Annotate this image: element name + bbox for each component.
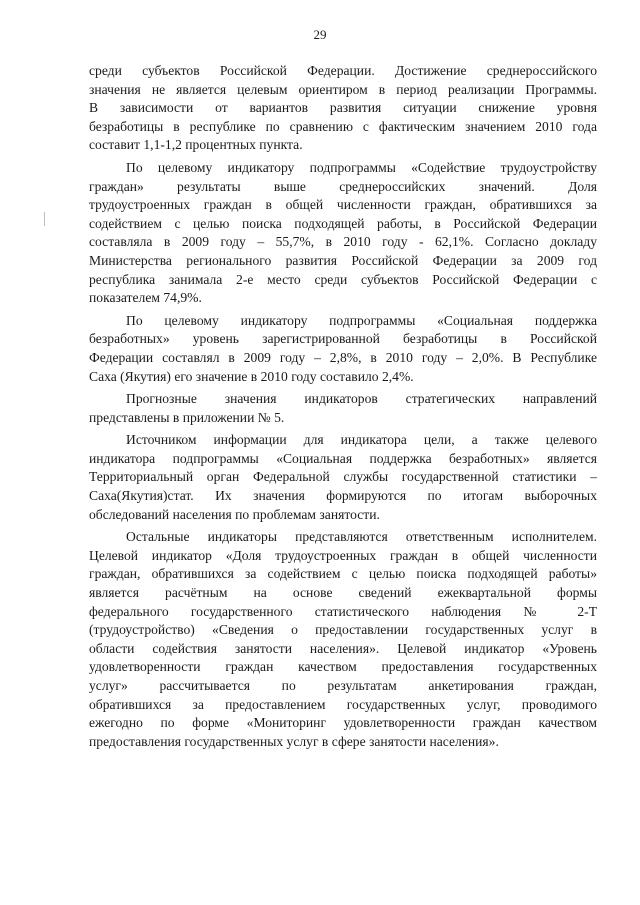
text-line: является расчётным на основе сведений ежеквартальной формы (89, 585, 597, 601)
text-line: Целевой индикатор «Доля трудоустроенных граждан в общей численности (89, 547, 597, 563)
text-line: составит 1,1-1,2 процентных пункта. (89, 137, 303, 153)
text-line: среди субъектов Российской Федерации. Достижение среднероссийского (89, 63, 597, 78)
text-line: безработных» уровень зарегистрированной безработицы в Российской (89, 331, 597, 347)
document-body (89, 62, 597, 755)
scan-margin-mark (44, 212, 45, 226)
page-number: 29 (313, 27, 327, 42)
text-line: республика занимала 2-е место среди субъектов Российской Федерации с (89, 271, 597, 287)
paragraph (89, 390, 597, 427)
paragraph (89, 431, 597, 524)
text-line: показателем 74,9%. (89, 290, 202, 306)
text-line: содействием с целью поиска подходящей работы, в Российской Федерации (89, 215, 597, 231)
text-line: трудоустроенных граждан в общей численности граждан, обратившихся за (89, 197, 597, 213)
paragraph (89, 62, 597, 155)
text-line: значения не является целевым ориентиром в период реализации Программы. (89, 81, 597, 97)
text-line: Прогнозные значения индикаторов стратегических направлений (126, 391, 597, 407)
text-line: Территориальный орган Федеральной службы государственной статистики – (89, 469, 597, 485)
text-line: федерального государственного статистического наблюдения № 2-Т (89, 603, 597, 619)
paragraph (89, 312, 597, 386)
text-line: (трудоустройство) «Сведения о предоставлении государственных услуг в (89, 622, 597, 638)
text-line: индикатора подпрограммы «Социальная поддержка безработных» является (89, 450, 597, 466)
text-line: области содействия занятости населения». Целевой индикатор «Уровень (89, 640, 597, 656)
text-line: Остальные индикаторы представляются ответственным исполнителем. (126, 529, 597, 545)
paragraph (89, 528, 597, 751)
text-line: Саха(Якутия)стат. Их значения формируются по итогам выборочных (89, 488, 597, 504)
text-line: удовлетворенности граждан качеством предоставления государственных (89, 659, 597, 675)
text-line: предоставления государственных услуг в сфере занятости населения». (89, 733, 499, 749)
text-line: представлены в приложении № 5. (89, 409, 285, 425)
text-line: По целевому индикатору подпрограммы «Содействие трудоустройству (126, 159, 597, 175)
text-line: Источником информации для индикатора цели, а также целевого (126, 432, 597, 448)
text-line: граждан» результаты выше среднероссийских значений. Доля (89, 178, 597, 194)
text-line: граждан, обратившихся за содействием с целью поиска подходящей работы» (89, 566, 597, 582)
text-line: безработицы в республике по сравнению с фактическим значением 2010 года (89, 118, 597, 134)
paragraph (89, 159, 597, 308)
text-line: Министерства регионального развития Российской Федерации за 2009 год (89, 252, 597, 268)
text-line: По целевому индикатору подпрограммы «Социальная поддержка (126, 312, 597, 328)
text-line: Саха (Якутия) его значение в 2010 году составило 2,4%. (89, 368, 414, 384)
text-line: обследований населения по проблемам занятости. (89, 506, 380, 522)
text-line: В зависимости от вариантов развития ситуации снижение уровня (89, 100, 597, 116)
text-line: обратившихся за предоставлением государственных услуг, проводимого (89, 696, 597, 712)
text-line: ежегодно по форме «Мониторинг удовлетворенности граждан качеством (89, 715, 597, 731)
text-line: Федерации составлял в 2009 году – 2,8%, в 2010 году – 2,0%. В Республике (89, 349, 597, 365)
text-line: составляла в 2009 году – 55,7%, в 2010 году - 62,1%. Согласно докладу (89, 234, 597, 250)
text-line: услуг» рассчитывается по результатам анкетирования граждан, (89, 678, 597, 693)
